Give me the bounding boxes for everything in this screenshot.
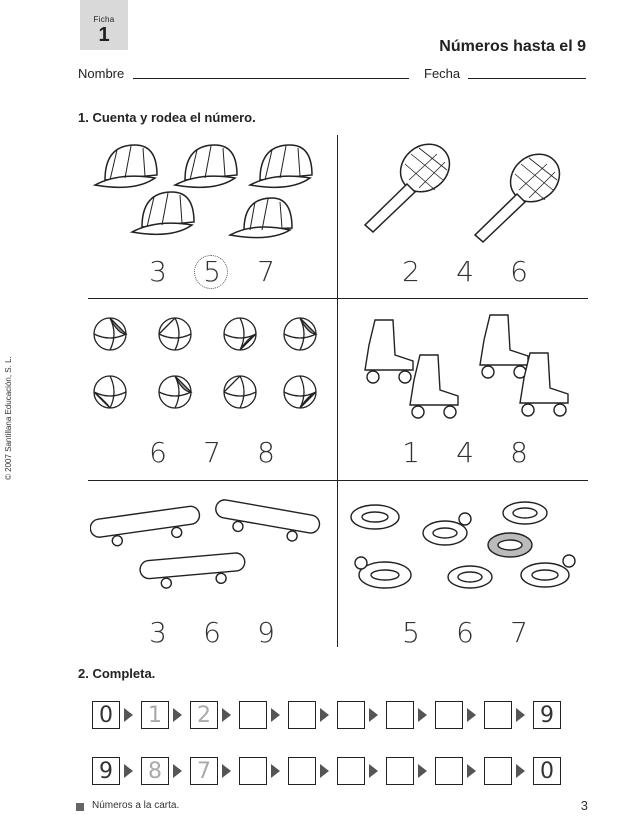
caps-illustration (90, 135, 330, 245)
cell-numbers-rackets (345, 255, 585, 289)
number-option[interactable]: 3 (149, 255, 167, 288)
number-box[interactable]: 9 (533, 701, 561, 729)
arrow-right-icon (369, 708, 378, 722)
number-option[interactable]: 7 (257, 255, 275, 288)
number-box[interactable] (386, 701, 414, 729)
page-title: Números hasta el 9 (439, 38, 586, 55)
arrow-right-icon (516, 764, 525, 778)
arrow-right-icon (271, 764, 280, 778)
page-number: 3 (580, 798, 588, 813)
number-box[interactable] (435, 701, 463, 729)
number-box[interactable]: 2 (190, 701, 218, 729)
number-option[interactable]: 5 (402, 616, 420, 649)
number-option[interactable]: 6 (456, 616, 474, 649)
number-box[interactable] (288, 701, 316, 729)
number-box[interactable]: 9 (92, 757, 120, 785)
name-label: Nombre (78, 66, 125, 81)
cell-numbers-balls (92, 436, 332, 470)
arrow-right-icon (418, 708, 427, 722)
ficha-tab (80, 0, 128, 50)
arrow-right-icon (418, 764, 427, 778)
number-option-circled[interactable] (200, 255, 224, 289)
arrow-right-icon (173, 708, 182, 722)
number-box[interactable]: 7 (190, 757, 218, 785)
cell-numbers-caps (92, 255, 332, 289)
number-option[interactable]: 3 (149, 616, 167, 649)
arrow-right-icon (222, 708, 231, 722)
number-box[interactable] (337, 757, 365, 785)
number-option[interactable]: 1 (402, 436, 420, 469)
answer-circle (194, 255, 228, 289)
number-option[interactable]: 8 (257, 436, 275, 469)
number-box[interactable]: 0 (533, 757, 561, 785)
number-box[interactable] (239, 757, 267, 785)
name-field[interactable] (133, 78, 409, 79)
cell-numbers-skateboards (92, 616, 332, 650)
number-option[interactable]: 7 (510, 616, 528, 649)
grid-divider-horizontal (88, 298, 588, 299)
number-option[interactable]: 4 (456, 255, 474, 288)
number-box[interactable] (386, 757, 414, 785)
number-box[interactable]: 8 (141, 757, 169, 785)
number-box[interactable] (288, 757, 316, 785)
date-field[interactable] (468, 78, 586, 79)
number-box[interactable]: 1 (141, 701, 169, 729)
beach-balls-illustration (90, 310, 330, 425)
exercise1-title: 1. Cuenta y rodea el número. (78, 110, 256, 125)
grid-divider-vertical (337, 135, 338, 647)
arrow-right-icon (467, 764, 476, 778)
number-option[interactable]: 6 (149, 436, 167, 469)
number-box[interactable] (484, 757, 512, 785)
roller-skates-illustration (345, 310, 585, 425)
skateboards-illustration (90, 492, 330, 602)
number-option-label: 5 (203, 255, 221, 288)
number-option[interactable]: 7 (203, 436, 221, 469)
arrow-right-icon (369, 764, 378, 778)
tennis-rackets-illustration (345, 140, 585, 245)
cell-numbers-rings (345, 616, 585, 650)
arrow-right-icon (124, 764, 133, 778)
number-box[interactable] (337, 701, 365, 729)
exercise2-title: 2. Completa. (78, 666, 156, 681)
sequence-row-ascending (92, 698, 561, 732)
number-option[interactable]: 8 (510, 436, 528, 469)
cell-numbers-skates (345, 436, 585, 470)
swim-rings-illustration (345, 495, 585, 605)
footer-text: Números a la carta. (92, 800, 180, 811)
arrow-right-icon (173, 764, 182, 778)
number-box[interactable] (435, 757, 463, 785)
number-box[interactable]: 0 (92, 701, 120, 729)
number-option[interactable]: 4 (456, 436, 474, 469)
arrow-right-icon (222, 764, 231, 778)
date-label: Fecha (424, 66, 461, 81)
ficha-number: 1 (98, 24, 110, 46)
arrow-right-icon (320, 764, 329, 778)
arrow-right-icon (516, 708, 525, 722)
arrow-right-icon (320, 708, 329, 722)
number-option[interactable]: 9 (257, 616, 275, 649)
grid-divider-horizontal (88, 480, 588, 481)
copyright-text: © 2007 Santillana Educación, S. L. (4, 356, 13, 480)
number-option[interactable]: 6 (203, 616, 221, 649)
ficha-label: Ficha (93, 15, 115, 24)
arrow-right-icon (467, 708, 476, 722)
arrow-right-icon (124, 708, 133, 722)
number-option[interactable]: 2 (402, 255, 420, 288)
number-option[interactable]: 6 (510, 255, 528, 288)
sequence-row-descending (92, 754, 561, 788)
arrow-right-icon (271, 708, 280, 722)
number-box[interactable] (484, 701, 512, 729)
footer-square-icon (76, 803, 84, 811)
number-box[interactable] (239, 701, 267, 729)
